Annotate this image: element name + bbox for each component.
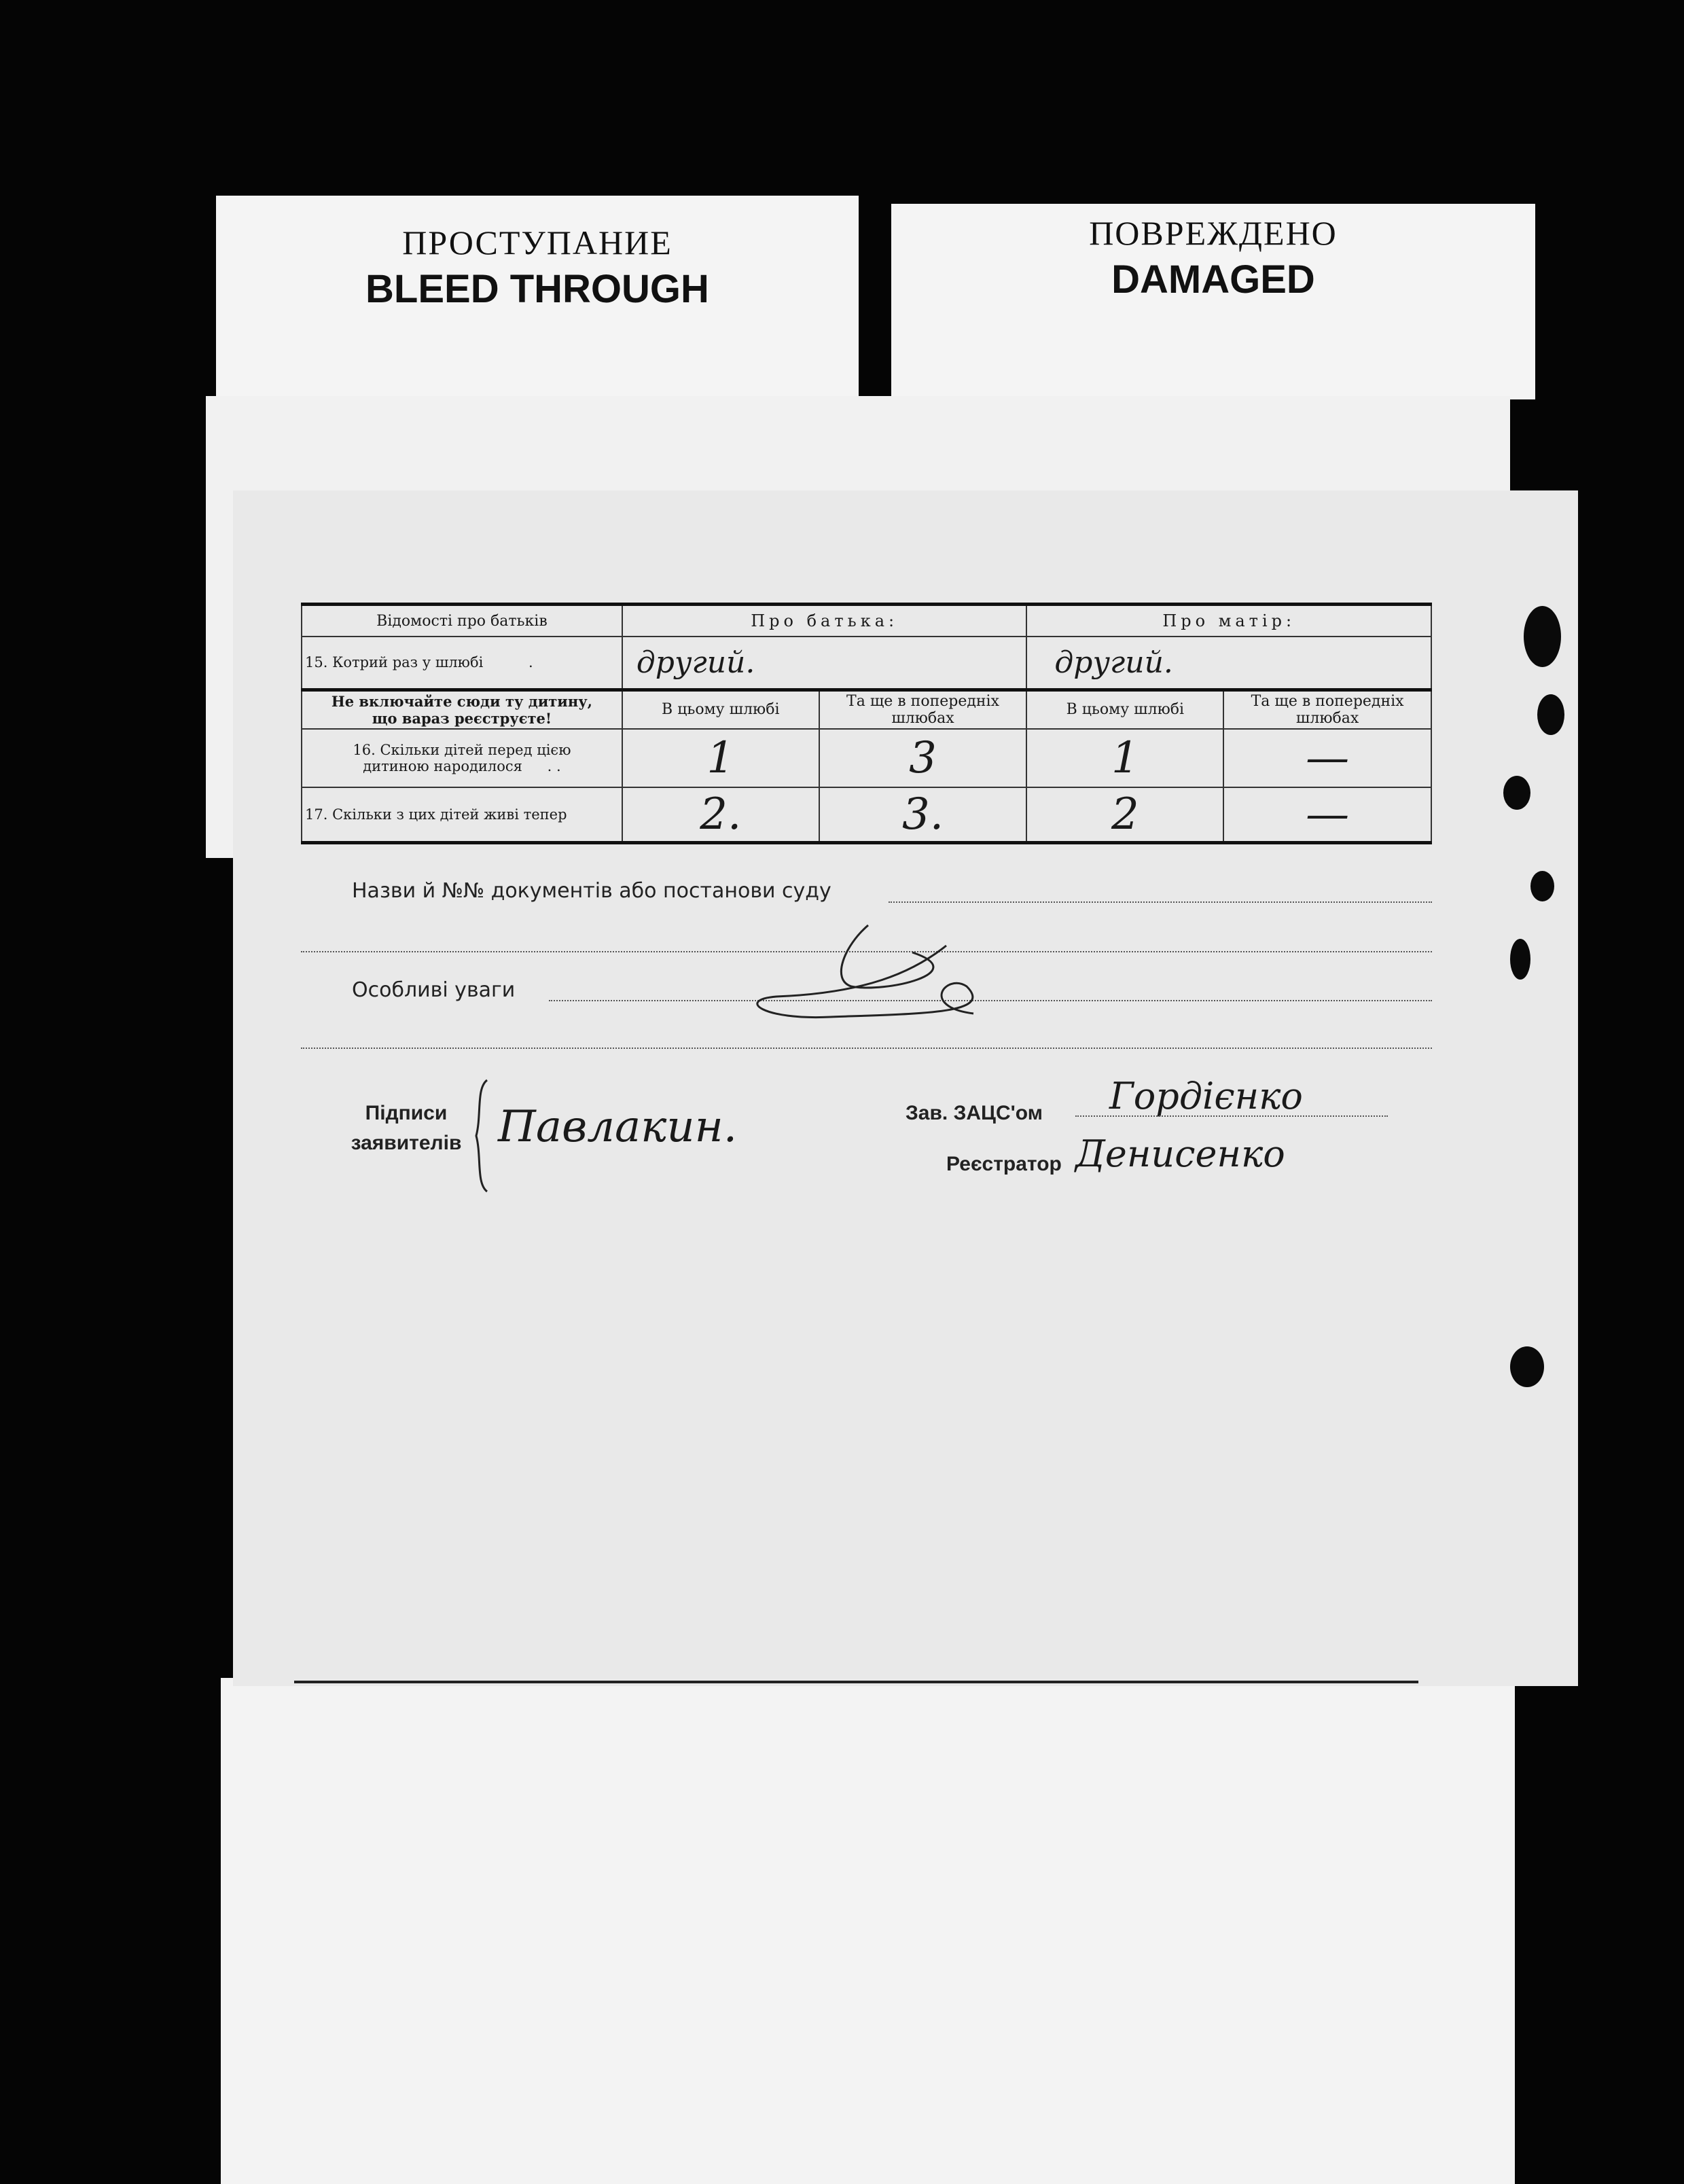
- father-this-marriage: В цьому шлюбі: [622, 690, 819, 729]
- row-16: [302, 729, 1431, 787]
- table-header-row: [302, 605, 1431, 637]
- edge-damage: [1503, 776, 1530, 810]
- damaged-card: [891, 204, 1535, 399]
- bleed-through-ru: ПРОСТУПАНИЕ: [402, 223, 673, 262]
- signature-brace: [471, 1075, 491, 1197]
- parents-table: [301, 603, 1432, 844]
- registrar-label: Реєстратор: [946, 1153, 1062, 1175]
- record-form: [233, 490, 1578, 1686]
- bleed-through-en: BLEED THROUGH: [365, 267, 709, 311]
- note-cell: Не включайте сюди ту дитину, що вараз реєструєте!: [302, 690, 622, 729]
- row16-mother-prev: —: [1223, 729, 1431, 787]
- subheader-row: [302, 690, 1431, 729]
- bleed-through-card: [216, 196, 859, 399]
- head-label: Зав. ЗАЦС'ом: [906, 1102, 1043, 1124]
- remarks-dotted-line-2: [301, 1048, 1432, 1049]
- header-parents-info: Відомості про батьків: [302, 605, 622, 637]
- header-mother: Про матір:: [1026, 605, 1431, 637]
- header-father: Про батька:: [622, 605, 1027, 637]
- row16-label: 16. Скільки дітей перед цією дитиною народилося . .: [302, 729, 622, 787]
- father-prev-marriages: Та ще в попередніх шлюбах: [819, 690, 1027, 729]
- cancellation-scribble: [749, 884, 1075, 1048]
- row17-father-prev: 3.: [819, 787, 1027, 843]
- head-dotted-line: [1075, 1115, 1388, 1117]
- edge-damage: [1537, 694, 1564, 735]
- row17-father-this: 2.: [622, 787, 819, 843]
- damaged-ru: ПОВРЕЖДЕНО: [1089, 214, 1338, 252]
- applicant-signature: Павлакин.: [498, 1102, 738, 1152]
- remarks-label: Особливі уваги: [352, 978, 516, 1002]
- row16-father-prev: 3: [819, 729, 1027, 787]
- row15-mother: другий.: [1026, 637, 1431, 690]
- edge-damage: [1524, 606, 1561, 667]
- damaged-en: DAMAGED: [1111, 257, 1315, 302]
- row-15: [302, 637, 1431, 690]
- edge-damage: [1530, 871, 1554, 901]
- head-signature: Гордієнко: [1109, 1075, 1303, 1117]
- registrar-signature: Денисенко: [1075, 1132, 1285, 1175]
- applicants-label: Підписи заявителів: [351, 1102, 462, 1154]
- mother-prev-marriages: Та ще в попередніх шлюбах: [1223, 690, 1431, 729]
- bottom-rule: [294, 1681, 1418, 1683]
- row16-father-this: 1: [622, 729, 819, 787]
- bottom-sheet: [221, 1678, 1515, 2184]
- row-17: [302, 787, 1431, 843]
- row17-mother-prev: —: [1223, 787, 1431, 843]
- edge-damage: [1510, 1346, 1544, 1387]
- row15-label: 15. Котрий раз у шлюбі .: [302, 637, 622, 690]
- row16-mother-this: 1: [1026, 729, 1223, 787]
- row17-mother-this: 2: [1026, 787, 1223, 843]
- documents-label: Назви й №№ документів або постанови суду: [352, 879, 831, 903]
- row15-father: другий.: [622, 637, 1027, 690]
- edge-damage: [1510, 939, 1530, 980]
- row17-label: 17. Скільки з цих дітей живі тепер: [302, 787, 622, 843]
- mother-this-marriage: В цьому шлюбі: [1026, 690, 1223, 729]
